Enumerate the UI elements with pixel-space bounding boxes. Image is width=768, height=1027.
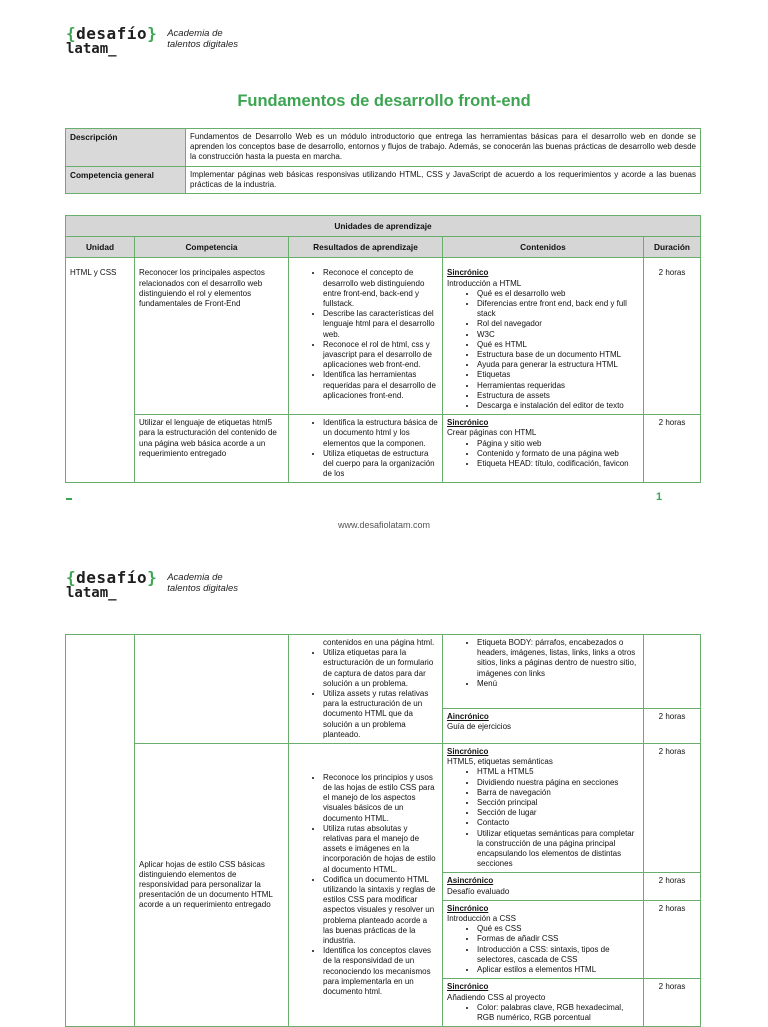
duration-cell: 2 horas [644,415,701,483]
competence-label: Competencia general [66,166,186,193]
list-item: • Diferencias entre front end, back end y full stack [477,299,639,319]
header-unit: Unidad [66,237,135,258]
brand-tagline [167,28,238,50]
description-text: Fundamentos de Desarrollo Web es un módulo introductorio que entrega las herramientas básicas para el desarrollo web en donde se aprenden los conceptos base de desarrollo, entornos y flujos de trabajo. Además, se conocerán las buenas prácticas de desarrollo web desde la construcción hasta la puesta en marcha. [186,129,701,167]
list-item: • Qué es CSS [477,924,639,934]
competence-cell: Aplicar hojas de estilo CSS básicas distinguiendo elementos de responsividad para personalizar la presentación de un documento HTML acorde a un requerimiento entregado [135,744,289,1027]
contents-cell [443,873,644,900]
table-row [66,258,701,415]
list-item: • Describe las características del lenguaje html para el desarrollo web. [323,309,438,340]
list-item: • Identifica las herramientas requeridas para el desarrollo de aplicaciones front-end. [323,370,438,401]
results-continued: contenidos en una página html. [323,638,435,647]
unit-cell-empty [66,635,135,1027]
list-item: • Descarga e instalación del editor de texto [477,401,639,411]
brand-word2: latam_ [66,585,117,601]
list-item: • Barra de navegación [477,788,639,798]
contents-cell [443,415,644,483]
logo-mark: {desafío} latam_ [66,568,158,601]
session-type: Sincrónico [447,903,489,913]
contents-cell [443,744,644,873]
list-item: • Etiqueta HEAD: título, codificación, favicon [477,459,639,469]
session-type: Aincrónico [447,712,489,722]
list-item: • Aplicar estilos a elementos HTML [477,965,639,975]
list-item: • Contenido y formato de una página web [477,449,639,459]
list-item: • Utilizar etiquetas semánticas para completar la construcción de una página principal encapsulando los elementos de distintas secciones [477,829,639,870]
units-header-row [66,237,701,258]
description-table [65,128,701,194]
content-title: Introducción a CSS [447,914,516,924]
content-title: Crear páginas con HTML [447,428,537,438]
content-title: HTML5, etiquetas semánticas [447,757,553,767]
list-item: • Etiquetas [477,370,639,380]
list-item: • Estructura de assets [477,391,639,401]
header-results: Resultados de aprendizaje [289,237,443,258]
list-item: • Identifica la estructura básica de un documento html y los elementos que la componen. [323,418,438,449]
brand-word1: desafío [76,24,148,43]
competence-cell: Reconocer los principales aspectos relacionados con el desarrollo web distinguiendo el rol y elementos fundamentales de Front-End [135,258,289,415]
list-item: • Qué es HTML [477,340,639,350]
content-title: Desafío evaluado [447,886,510,896]
duration-cell: 2 horas [644,258,701,415]
duration-cell-empty [644,635,701,709]
list-item: • Etiqueta BODY: párrafos, encabezados o headers, imágenes, listas, links, links a otros sitios, links a páginas dentro de nuestro sitio, imágenes con links [477,638,639,679]
list-item: • Sección de lugar [477,808,639,818]
table-row [66,744,701,873]
unit-name: HTML y CSS [66,258,135,483]
description-label: Descripción [66,129,186,167]
duration-cell: 2 horas [644,709,701,744]
brand-tagline [167,572,238,594]
session-type: Sincrónico [447,418,489,428]
list-item: • Qué es el desarrollo web [477,289,639,299]
content-title: Añadiendo CSS al proyecto [447,992,546,1002]
content-title: Introducción a HTML [447,278,522,288]
brand-logo [66,570,238,601]
results-cell [289,635,443,744]
table-row [66,415,701,483]
logo-mark: {desafío} latam_ [66,24,158,57]
list-item: • Utiliza rutas absolutas y relativas para el manejo de assets e imágenes en la incorporación de hojas de estilo al documento HTML. [323,824,438,875]
list-item: • Utiliza assets y rutas relativas para la estructuración de un documento HTML que da solución a un problema planteado. [323,689,438,740]
list-item: • Sección principal [477,798,639,808]
duration-cell: 2 horas [644,873,701,900]
page-title: Fundamentos de desarrollo front-end [237,92,531,110]
list-item: • Introducción a CSS: sintaxis, tipos de selectores, cascada de CSS [477,945,639,965]
page-number: 1 [656,491,663,503]
list-item: • W3C [477,330,639,340]
list-item: • HTML a HTML5 [477,767,639,777]
duration-cell: 2 horas [644,744,701,873]
units-table-continued [65,634,701,1027]
list-item: • Menú [477,679,639,689]
footer-url: www.desafiolatam.com [337,520,431,530]
units-table [65,215,701,483]
session-type: Sincrónico [447,982,489,992]
content-title: Guía de ejercicios [447,722,512,732]
results-cell [289,258,443,415]
results-cell [289,744,443,1027]
list-item: • Utiliza etiquetas para la estructuración de un formulario de captura de datos para dar solución a un problema. [323,648,438,689]
contents-cell [443,635,644,709]
tagline-line2: talentos digitales [167,39,238,50]
duration-cell: 2 horas [644,900,701,978]
tagline-line1: Academia de [167,28,223,39]
brand-word1: desafío [76,568,148,587]
list-item: • Reconoce los principios y usos de las hojas de estilo CSS para el manejo de los aspectos visuales básicos de un documento HTML. [323,773,438,824]
header-contents: Contenidos [443,237,644,258]
competence-cell-empty [135,635,289,744]
list-item: • Dividiendo nuestra página en secciones [477,778,639,788]
list-item: • Herramientas requeridas [477,381,639,391]
session-type: Asincrónico [447,876,494,886]
competence-text: Implementar páginas web básicas responsivas utilizando HTML, CSS y JavaScript de acuerdo a los requerimientos y acorde a las buenas prácticas de la industria. [186,166,701,193]
tagline-line1: Academia de [167,572,223,583]
brand-word2: latam_ [66,41,117,57]
units-title: Unidades de aprendizaje [66,216,701,237]
list-item: • Estructura base de un documento HTML [477,350,639,360]
competence-row [66,166,701,193]
header-duration: Duración [644,237,701,258]
header-competence: Competencia [135,237,289,258]
contents-cell [443,900,644,978]
list-item: • Contacto [477,818,639,828]
session-type: Sincrónico [447,268,489,278]
contents-cell [443,709,644,744]
brand-logo [66,26,238,57]
list-item: • Ayuda para generar la estructura HTML [477,360,639,370]
session-type: Sincrónico [447,747,489,757]
contents-cell [443,979,644,1027]
list-item: • Reconoce el rol de html, css y javascript para el desarrollo de aplicaciones web front-end. [323,340,438,371]
description-row [66,129,701,167]
table-row [66,635,701,709]
list-item: • Formas de añadir CSS [477,934,639,944]
list-item: • Utiliza etiquetas de estructura del cuerpo para la organización de los [323,449,438,480]
list-item: • Rol del navegador [477,319,639,329]
list-item: • Página y sitio web [477,439,639,449]
list-item: • Reconoce el concepto de desarrollo web distinguiendo entre front-end, back-end y fullstack. [323,268,438,309]
list-item: • Color: palabras clave, RGB hexadecimal, RGB numérico, RGB porcentual [477,1003,639,1023]
competence-cell: Utilizar el lenguaje de etiquetas html5 para la estructuración del contenido de una página web básica acorde a un requerimiento entregado [135,415,289,483]
results-cell [289,415,443,483]
footer-dash [66,498,72,500]
contents-cell [443,258,644,415]
tagline-line2: talentos digitales [167,583,238,594]
duration-cell: 2 horas [644,979,701,1027]
list-item: • Identifica los conceptos claves de la responsividad de un reconociendo los mecanismos para implementarla en un documento html. [323,946,438,997]
list-item: • Codifica un documento HTML utilizando la sintaxis y reglas de estilos CSS para modificar aspectos visuales y resolver un problema planteado acorde a las buenas prácticas de la industria. [323,875,438,946]
